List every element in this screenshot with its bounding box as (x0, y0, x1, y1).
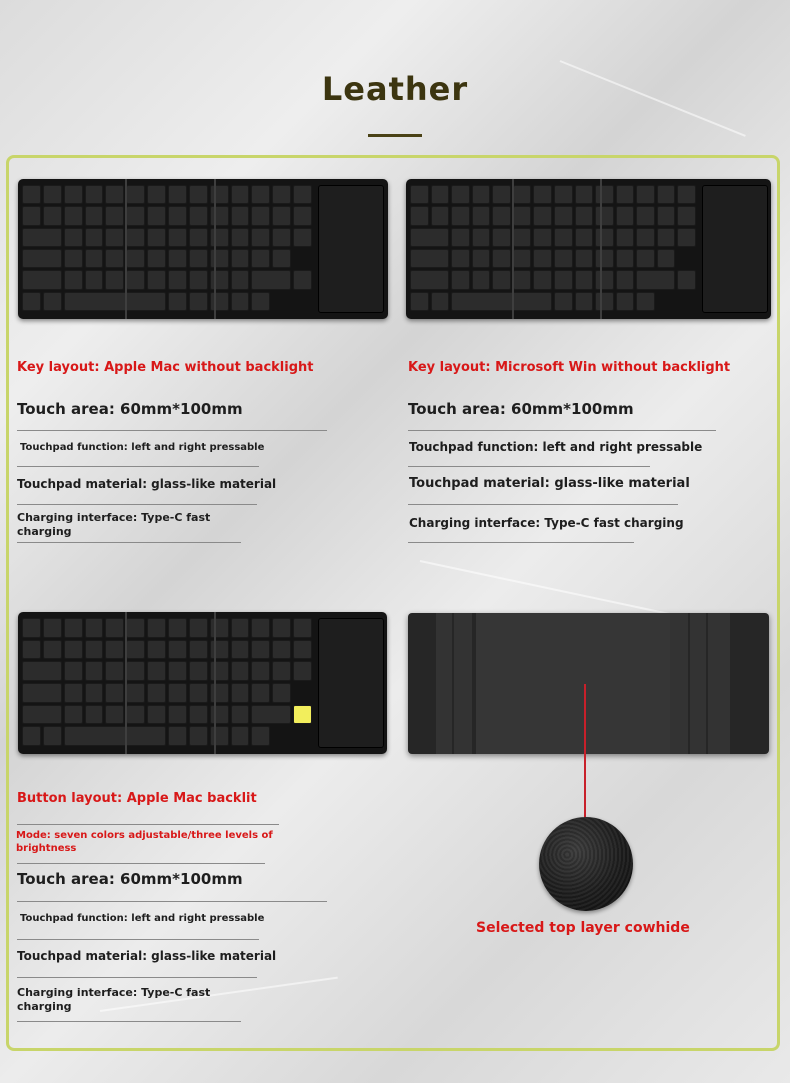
title-underline (368, 134, 422, 137)
keyboard-key (64, 618, 83, 638)
keyboard-key (251, 206, 270, 225)
keyboard-key (575, 292, 594, 311)
keyboard-key (105, 683, 124, 703)
product3-button-layout: Button layout: Apple Mac backlit (17, 791, 257, 806)
keyboard-key (85, 640, 104, 660)
keyboard-key (168, 270, 187, 289)
callout-line (584, 684, 586, 819)
keyboard-key (410, 292, 429, 311)
keyboard-key (251, 249, 270, 268)
keyboard-key (595, 206, 614, 225)
keyboard-key (272, 228, 291, 247)
divider (17, 939, 259, 940)
keyboard-key (231, 683, 250, 703)
keyboard-key (575, 270, 594, 289)
keyboard-key (210, 661, 229, 681)
cowhide-swatch (539, 817, 633, 911)
keyboard-key (210, 292, 229, 311)
keyboard-key (22, 292, 41, 311)
keyboard-key (293, 705, 312, 725)
keyboard-key (22, 270, 62, 289)
keyboard-key (189, 270, 208, 289)
keyboard-key (293, 206, 312, 225)
keyboard-key (533, 249, 552, 268)
keyboard-key (636, 185, 655, 204)
keyboard-key (616, 292, 635, 311)
keyboard-key (210, 726, 229, 746)
keyboard-key (105, 661, 124, 681)
case-center-panel (476, 613, 670, 754)
keyboard-key (616, 185, 635, 204)
divider (17, 542, 241, 543)
fold-hinge (512, 179, 514, 319)
keyboard-key (189, 292, 208, 311)
product3-touchpad-function: Touchpad function: left and right pressable (20, 913, 265, 924)
keyboard-key (210, 640, 229, 660)
keyboard-key (575, 228, 594, 247)
keyboard-key (85, 683, 104, 703)
keyboard-key (147, 185, 166, 204)
keyboard-key (293, 640, 312, 660)
keyboard-key (231, 206, 250, 225)
keyboard-key (189, 640, 208, 660)
keyboard-key (492, 270, 511, 289)
keyboard-key (64, 640, 83, 660)
keyboard-key (210, 185, 229, 204)
keyboard-key (105, 185, 124, 204)
keyboard-key (43, 640, 62, 660)
keyboard-key (22, 683, 62, 703)
keyboard-key (272, 206, 291, 225)
keyboard-key (210, 705, 229, 725)
keyboard-key (251, 705, 291, 725)
keyboard-key (189, 726, 208, 746)
keyboard-key (410, 249, 449, 268)
keyboard-key (85, 661, 104, 681)
keyboard-key (575, 206, 594, 225)
keyboard-key (451, 292, 552, 311)
keyboard-key (231, 249, 250, 268)
keyboard-key (189, 228, 208, 247)
keyboard-key (293, 228, 312, 247)
keyboard-key (533, 228, 552, 247)
keyboard-key (126, 228, 145, 247)
keyboard-key (554, 228, 573, 247)
keyboard-key (636, 292, 655, 311)
keyboard-key (657, 249, 676, 268)
keyboard-key (147, 228, 166, 247)
key-grid (410, 185, 696, 311)
keyboard-key (533, 206, 552, 225)
keyboard-key (168, 228, 187, 247)
keyboard-key (147, 618, 166, 638)
keyboard-key (472, 249, 491, 268)
keyboard-key (22, 661, 62, 681)
keyboard-key (22, 228, 62, 247)
keyboard-key (210, 206, 229, 225)
keyboard-key (554, 249, 573, 268)
keyboard-key (492, 249, 511, 268)
keyboard-key (147, 206, 166, 225)
keyboard-key (189, 705, 208, 725)
keyboard-key (85, 185, 104, 204)
product1-touchpad-material: Touchpad material: glass-like material (17, 477, 277, 491)
product3-charging-cont: charging (17, 1000, 72, 1013)
divider (408, 466, 650, 467)
keyboard-key (210, 270, 229, 289)
keyboard-key (105, 640, 124, 660)
fold-hinge (600, 179, 602, 319)
keyboard-key (189, 185, 208, 204)
keyboard-key (293, 618, 312, 638)
keyboard-key (168, 249, 187, 268)
keyboard-key (293, 661, 312, 681)
keyboard-key (293, 270, 312, 289)
keyboard-key (147, 683, 166, 703)
keyboard-key (554, 206, 573, 225)
keyboard-key (513, 228, 532, 247)
divider (408, 430, 716, 431)
divider (17, 977, 257, 978)
keyboard-key (472, 206, 491, 225)
keyboard-key (554, 292, 573, 311)
product1-key-layout: Key layout: Apple Mac without backlight (17, 360, 314, 375)
keyboard-key (272, 249, 291, 268)
product2-touch-area: Touch area: 60mm*100mm (408, 400, 634, 418)
keyboard-key (431, 206, 450, 225)
keyboard-key (64, 270, 83, 289)
keyboard-key (451, 185, 470, 204)
keyboard-key (575, 185, 594, 204)
keyboard-key (64, 292, 166, 311)
keyboard-key (657, 228, 676, 247)
keyboard-key (272, 618, 291, 638)
keyboard-key (595, 270, 614, 289)
keyboard-windows-image (406, 179, 771, 319)
keyboard-key (64, 249, 83, 268)
keyboard-key (43, 206, 62, 225)
keyboard-key (168, 640, 187, 660)
product2-touchpad-function: Touchpad function: left and right pressable (409, 440, 703, 454)
keyboard-key (231, 185, 250, 204)
keyboard-key (636, 270, 675, 289)
keyboard-key (451, 206, 470, 225)
case-fold-strip (690, 613, 706, 754)
keyboard-key (126, 640, 145, 660)
keyboard-key (533, 270, 552, 289)
keyboard-key (677, 228, 696, 247)
touchpad (318, 618, 384, 748)
keyboard-key (85, 618, 104, 638)
key-grid (22, 185, 312, 311)
keyboard-key (168, 292, 187, 311)
keyboard-key (168, 726, 187, 746)
keyboard-key (105, 270, 124, 289)
keyboard-key (22, 618, 41, 638)
keyboard-key (657, 185, 676, 204)
keyboard-key (210, 228, 229, 247)
keyboard-key (64, 683, 83, 703)
case-fold-strip (436, 613, 452, 754)
keyboard-key (231, 726, 250, 746)
keyboard-key (105, 705, 124, 725)
keyboard-key (231, 661, 250, 681)
keyboard-key (210, 618, 229, 638)
keyboard-key (293, 185, 312, 204)
keyboard-key (513, 270, 532, 289)
keyboard-key (64, 228, 83, 247)
keyboard-key (210, 249, 229, 268)
keyboard-key (189, 206, 208, 225)
keyboard-key (636, 228, 655, 247)
divider (17, 466, 259, 467)
keyboard-key (105, 206, 124, 225)
product1-touchpad-function: Touchpad function: left and right pressable (20, 442, 265, 453)
keyboard-key (492, 185, 511, 204)
keyboard-key (168, 185, 187, 204)
keyboard-key (168, 206, 187, 225)
keyboard-key (231, 270, 250, 289)
divider (17, 430, 327, 431)
keyboard-key (85, 270, 104, 289)
case-fold-strip (708, 613, 730, 754)
keyboard-key (513, 249, 532, 268)
fold-hinge (125, 179, 127, 319)
keyboard-key (147, 270, 166, 289)
divider (17, 504, 257, 505)
keyboard-key (431, 185, 450, 204)
keyboard-key (533, 185, 552, 204)
keyboard-key (677, 206, 696, 225)
keyboard-key (451, 228, 470, 247)
keyboard-key (126, 705, 145, 725)
keyboard-key (22, 206, 41, 225)
keyboard-key (451, 270, 470, 289)
keyboard-key (513, 185, 532, 204)
keyboard-key (554, 185, 573, 204)
keyboard-key (210, 683, 229, 703)
keyboard-key (189, 249, 208, 268)
keyboard-key (85, 249, 104, 268)
key-grid (22, 618, 312, 746)
keyboard-key (492, 228, 511, 247)
keyboard-key (595, 249, 614, 268)
keyboard-key (231, 705, 250, 725)
cowhide-caption: Selected top layer cowhide (476, 920, 690, 936)
keyboard-key (272, 185, 291, 204)
case-fold-strip (670, 613, 688, 754)
keyboard-key (147, 249, 166, 268)
fold-hinge (214, 612, 216, 754)
keyboard-key (251, 618, 270, 638)
divider (17, 901, 327, 902)
keyboard-key (231, 640, 250, 660)
keyboard-key (595, 292, 614, 311)
product3-touchpad-material: Touchpad material: glass-like material (17, 949, 277, 963)
keyboard-key (251, 683, 270, 703)
keyboard-key (251, 270, 291, 289)
keyboard-key (472, 185, 491, 204)
divider (408, 504, 678, 505)
product3-charging: Charging interface: Type-C fast (17, 986, 211, 999)
keyboard-key (431, 292, 450, 311)
keyboard-key (22, 705, 62, 725)
keyboard-key (272, 661, 291, 681)
keyboard-key (43, 618, 62, 638)
keyboard-key (85, 228, 104, 247)
keyboard-key (595, 185, 614, 204)
keyboard-key (126, 249, 145, 268)
keyboard-key (251, 661, 270, 681)
keyboard-key (168, 705, 187, 725)
keyboard-key (410, 270, 449, 289)
keyboard-key (85, 206, 104, 225)
keyboard-key (251, 726, 270, 746)
keyboard-key (616, 270, 635, 289)
touchpad (318, 185, 384, 313)
keyboard-key (22, 249, 62, 268)
keyboard-key (410, 228, 449, 247)
product2-key-layout: Key layout: Microsoft Win without backlight (408, 360, 731, 375)
keyboard-key (147, 705, 166, 725)
fold-hinge (214, 179, 216, 319)
keyboard-key (251, 292, 270, 311)
keyboard-key (451, 249, 470, 268)
keyboard-key (231, 228, 250, 247)
keyboard-key (677, 185, 696, 204)
keyboard-key (272, 683, 291, 703)
keyboard-key (636, 206, 655, 225)
touchpad (702, 185, 768, 313)
product3-touch-area: Touch area: 60mm*100mm (17, 870, 243, 888)
keyboard-key (189, 618, 208, 638)
keyboard-key (168, 683, 187, 703)
keyboard-key (126, 185, 145, 204)
divider (17, 824, 279, 825)
page-title: Leather (321, 70, 469, 108)
keyboard-key (189, 661, 208, 681)
keyboard-mac-backlit-image (18, 612, 387, 754)
keyboard-key (64, 661, 83, 681)
keyboard-key (513, 206, 532, 225)
keyboard-key (616, 249, 635, 268)
divider (17, 863, 265, 864)
keyboard-key (105, 249, 124, 268)
keyboard-key (472, 270, 491, 289)
keyboard-key (251, 185, 270, 204)
keyboard-key (43, 292, 62, 311)
keyboard-key (22, 185, 41, 204)
keyboard-key (105, 228, 124, 247)
keyboard-key (231, 292, 250, 311)
keyboard-key (231, 618, 250, 638)
keyboard-key (657, 206, 676, 225)
keyboard-key (22, 640, 41, 660)
keyboard-key (189, 683, 208, 703)
product1-touch-area: Touch area: 60mm*100mm (17, 400, 243, 418)
keyboard-key (105, 618, 124, 638)
keyboard-key (595, 228, 614, 247)
keyboard-key (251, 228, 270, 247)
keyboard-key (616, 228, 635, 247)
product3-mode-cont: brightness (16, 843, 77, 854)
keyboard-mac-image (18, 179, 388, 319)
keyboard-key (43, 185, 62, 204)
keyboard-key (64, 726, 166, 746)
keyboard-key (147, 661, 166, 681)
product2-touchpad-material: Touchpad material: glass-like material (409, 476, 690, 491)
product1-charging: Charging interface: Type-C fast (17, 511, 211, 524)
keyboard-key (410, 206, 429, 225)
keyboard-key (677, 270, 696, 289)
keyboard-key (251, 640, 270, 660)
divider (408, 542, 634, 543)
divider (17, 1021, 241, 1022)
keyboard-key (492, 206, 511, 225)
keyboard-key (126, 661, 145, 681)
keyboard-key (64, 206, 83, 225)
keyboard-key (43, 726, 62, 746)
keyboard-key (168, 661, 187, 681)
keyboard-key (410, 185, 429, 204)
case-fold-strip (454, 613, 472, 754)
keyboard-key (272, 640, 291, 660)
keyboard-key (126, 683, 145, 703)
fold-hinge (125, 612, 127, 754)
keyboard-key (22, 726, 41, 746)
keyboard-key (554, 270, 573, 289)
keyboard-key (85, 705, 104, 725)
keyboard-key (636, 249, 655, 268)
product1-charging-cont: charging (17, 525, 72, 538)
keyboard-key (168, 618, 187, 638)
product3-mode: Mode: seven colors adjustable/three levels of (16, 830, 273, 841)
keyboard-key (575, 249, 594, 268)
keyboard-key (616, 206, 635, 225)
leather-case-image (408, 613, 769, 754)
keyboard-key (147, 640, 166, 660)
keyboard-key (472, 228, 491, 247)
product2-charging: Charging interface: Type-C fast charging (409, 516, 684, 530)
keyboard-key (64, 185, 83, 204)
keyboard-key (126, 618, 145, 638)
keyboard-key (126, 206, 145, 225)
keyboard-key (64, 705, 83, 725)
keyboard-key (126, 270, 145, 289)
